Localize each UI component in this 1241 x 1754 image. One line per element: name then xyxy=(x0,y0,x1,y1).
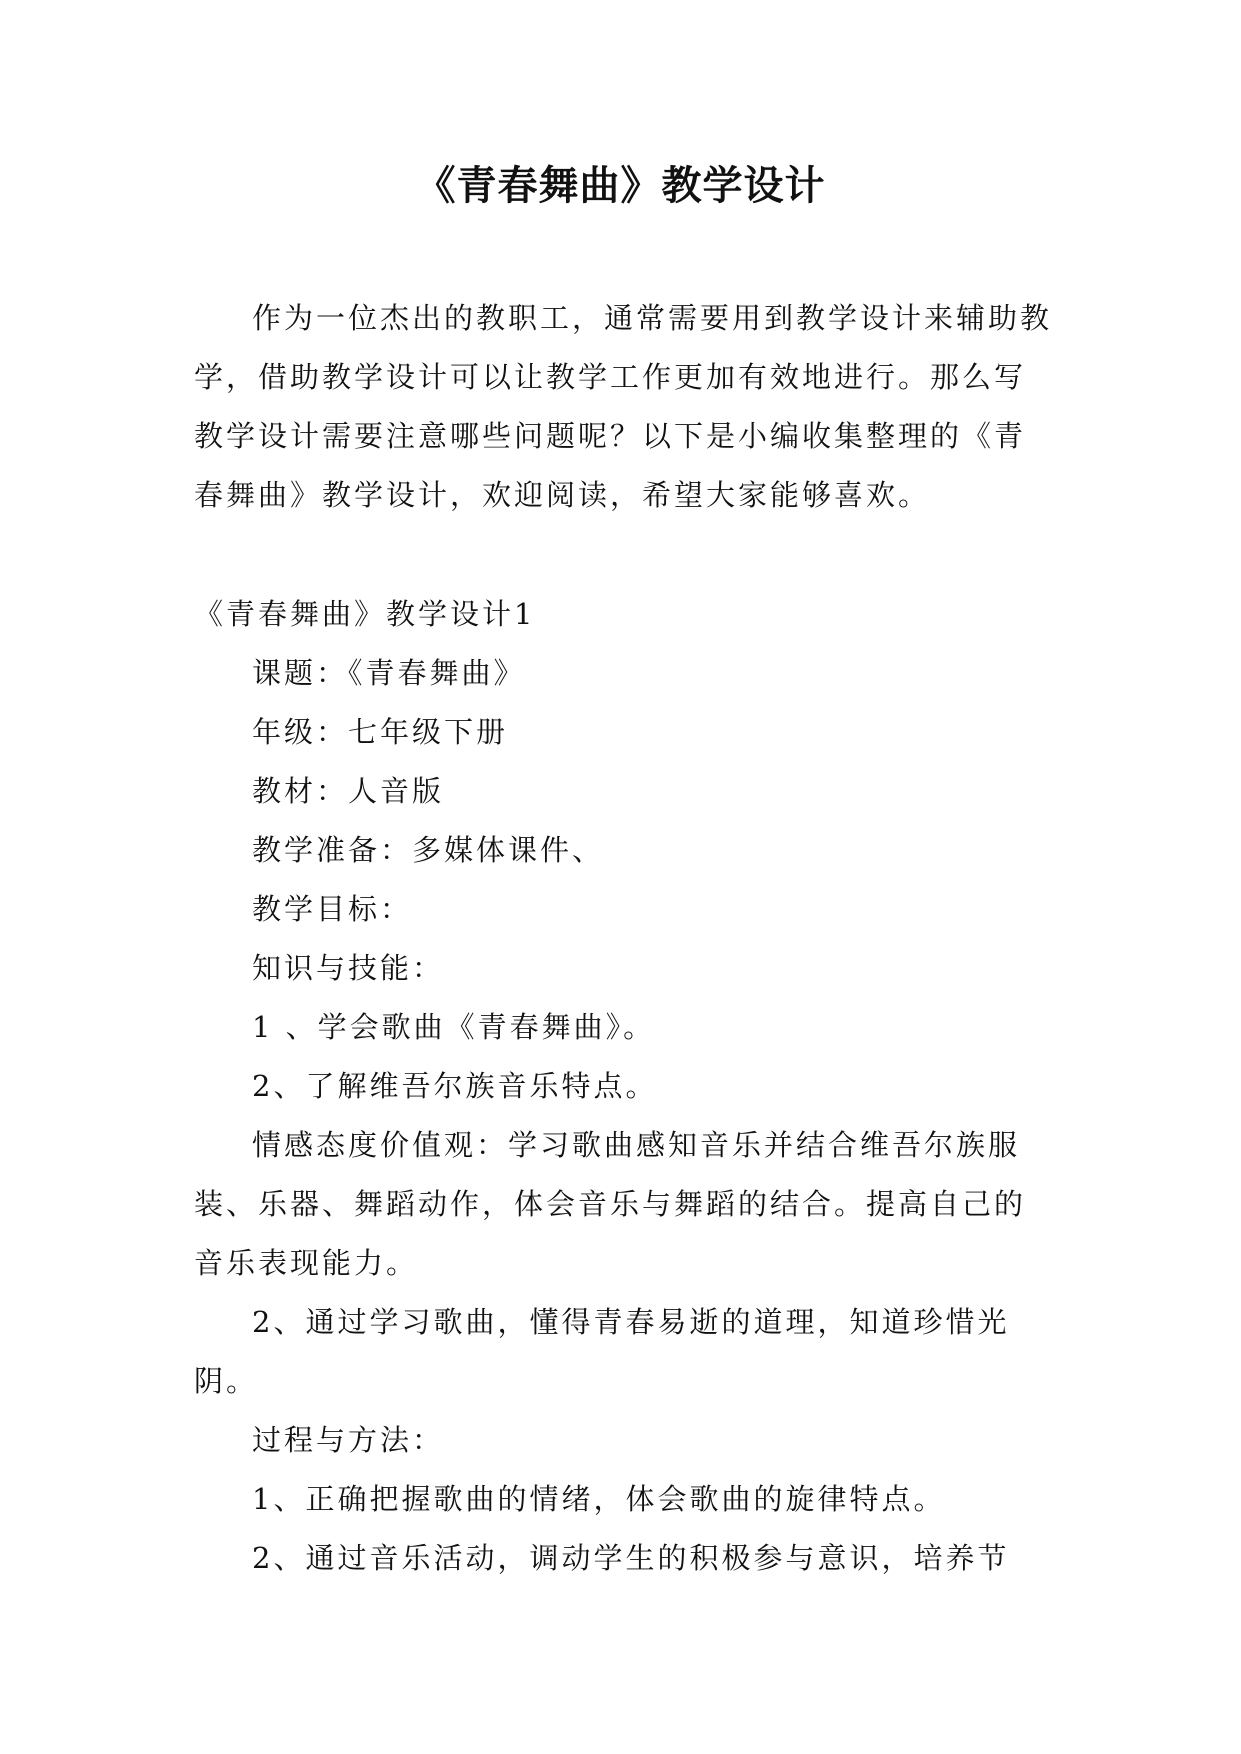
paragraph-item: 2、了解维吾尔族音乐特点。 xyxy=(252,1069,658,1103)
paragraph-objectives: 教学目标： xyxy=(252,892,413,926)
paragraph-knowledge-skills: 知识与技能： xyxy=(252,951,445,985)
paragraph-item: 1 、学会歌曲《青春舞曲》。 xyxy=(252,1010,656,1044)
paragraph-preparation: 教学准备：多媒体课件、 xyxy=(252,833,605,867)
paragraph-item: 2、通过学习歌曲，懂得青春易逝的道理，知道珍惜光阴。 xyxy=(194,1305,1010,1398)
document-body xyxy=(194,289,1056,1588)
paragraph-grade: 年级：七年级下册 xyxy=(252,715,509,749)
paragraph-item: 1、正确把握歌曲的情绪，体会歌曲的旋律特点。 xyxy=(252,1482,946,1516)
intro-paragraph: 作为一位杰出的教职工，通常需要用到教学设计来辅助教学，借助教学设计可以让教学工作更加有效地进行。那么写教学设计需要注意哪些问题呢？以下是小编收集整理的《青春舞曲》教学设计，欢迎阅读，希望大家能够喜欢。 xyxy=(194,301,1053,512)
document-title: 《青春舞曲》教学设计 xyxy=(415,163,826,209)
section-heading: 《青春舞曲》教学设计1 xyxy=(194,597,536,631)
paragraph-lesson-topic: 课题：《青春舞曲》 xyxy=(252,656,526,690)
paragraph-process-method: 过程与方法： xyxy=(252,1423,445,1457)
paragraph-emotion-values: 情感态度价值观：学习歌曲感知音乐并结合维吾尔族服装、乐器、舞蹈动作，体会音乐与舞蹈的结合。提高自己的音乐表现能力。 xyxy=(194,1128,1027,1280)
paragraph-item: 2、通过音乐活动，调动学生的积极参与意识，培养节 xyxy=(252,1541,1010,1575)
paragraph-textbook: 教材：人音版 xyxy=(252,774,445,808)
paragraph-gap xyxy=(194,525,1056,585)
